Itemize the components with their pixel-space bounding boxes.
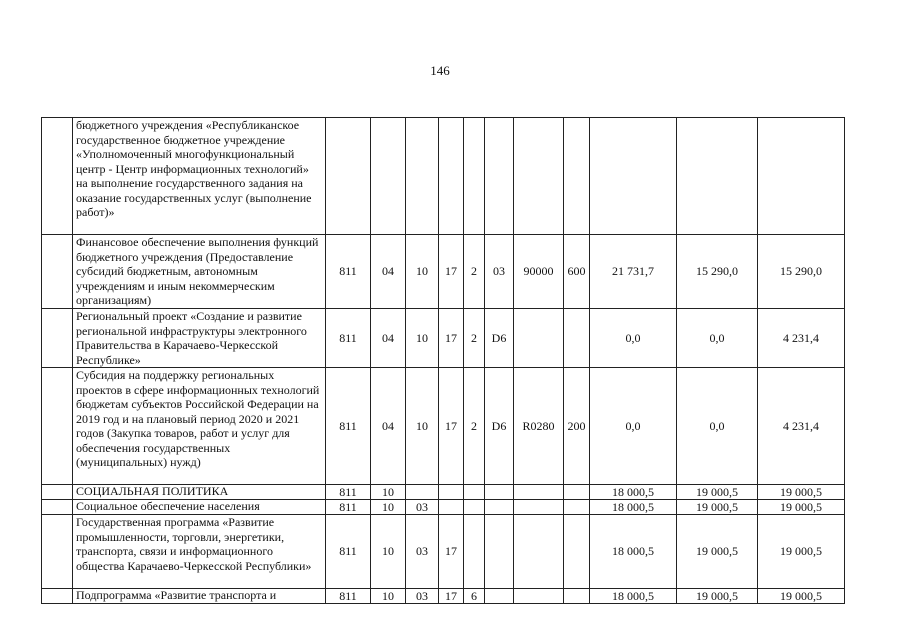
cell-pr: 10 (406, 309, 439, 368)
cell-ved: 811 (326, 235, 371, 309)
table-row (42, 309, 845, 368)
cell-cs3 (485, 515, 514, 589)
cell-cs1: 17 (439, 515, 464, 589)
row-index-cell (42, 309, 73, 368)
cell-cs2: 6 (464, 589, 485, 604)
cell-cs4 (514, 309, 564, 368)
cell-sum3 (758, 118, 845, 235)
cell-vr (564, 485, 590, 500)
table-row (42, 235, 845, 309)
cell-sum3: 4 231,4 (758, 309, 845, 368)
cell-cs3 (485, 589, 514, 604)
row-index-cell (42, 118, 73, 235)
cell-cs4 (514, 515, 564, 589)
cell-ved (326, 118, 371, 235)
cell-ved: 811 (326, 309, 371, 368)
cell-sum3: 19 000,5 (758, 589, 845, 604)
cell-ved: 811 (326, 368, 371, 485)
cell-sum3: 19 000,5 (758, 500, 845, 515)
cell-vr (564, 118, 590, 235)
cell-pr: 10 (406, 368, 439, 485)
cell-sum1: 18 000,5 (590, 589, 677, 604)
cell-rz: 04 (371, 235, 406, 309)
cell-cs2 (464, 500, 485, 515)
row-index-cell (42, 235, 73, 309)
cell-vr (564, 589, 590, 604)
cell-rz: 10 (371, 589, 406, 604)
cell-name: Подпрограмма «Развитие транспорта и (73, 589, 326, 604)
cell-cs3: D6 (485, 309, 514, 368)
cell-rz: 10 (371, 500, 406, 515)
cell-cs4 (514, 118, 564, 235)
cell-rz (371, 118, 406, 235)
cell-ved: 811 (326, 515, 371, 589)
row-index-cell (42, 368, 73, 485)
cell-rz: 04 (371, 368, 406, 485)
cell-sum2: 0,0 (677, 368, 758, 485)
cell-sum1: 0,0 (590, 309, 677, 368)
cell-vr: 200 (564, 368, 590, 485)
cell-cs1 (439, 500, 464, 515)
cell-sum3: 19 000,5 (758, 515, 845, 589)
cell-rz: 04 (371, 309, 406, 368)
cell-name: СОЦИАЛЬНАЯ ПОЛИТИКА (73, 485, 326, 500)
cell-cs1: 17 (439, 589, 464, 604)
page-number: 146 (430, 63, 450, 78)
cell-sum2: 0,0 (677, 309, 758, 368)
cell-vr (564, 515, 590, 589)
cell-sum3: 19 000,5 (758, 485, 845, 500)
cell-cs4: 90000 (514, 235, 564, 309)
cell-ved: 811 (326, 589, 371, 604)
cell-pr: 03 (406, 515, 439, 589)
cell-sum1: 18 000,5 (590, 500, 677, 515)
cell-cs1: 17 (439, 368, 464, 485)
cell-rz: 10 (371, 515, 406, 589)
cell-cs4: R0280 (514, 368, 564, 485)
cell-vr: 600 (564, 235, 590, 309)
cell-sum1: 0,0 (590, 368, 677, 485)
cell-cs3 (485, 485, 514, 500)
cell-name: Финансовое обеспечение выполнения функций бюджетного учреждения (Предоставление субсидий бюджетным, автономным учреждениям и иным некоммерческим организациям) (73, 235, 326, 309)
cell-cs2: 2 (464, 309, 485, 368)
cell-sum1: 18 000,5 (590, 485, 677, 500)
table-row (42, 368, 845, 485)
cell-cs2 (464, 515, 485, 589)
cell-name: Региональный проект «Создание и развитие региональной инфраструктуры электронного Правительства в Карачаево-Черкесской Республике» (73, 309, 326, 368)
cell-cs3: 03 (485, 235, 514, 309)
cell-cs1 (439, 485, 464, 500)
cell-rz: 10 (371, 485, 406, 500)
cell-sum1: 18 000,5 (590, 515, 677, 589)
cell-cs4 (514, 500, 564, 515)
cell-vr (564, 500, 590, 515)
cell-sum2: 19 000,5 (677, 485, 758, 500)
row-index-cell (42, 500, 73, 515)
cell-cs3: D6 (485, 368, 514, 485)
cell-cs4 (514, 589, 564, 604)
cell-cs2: 2 (464, 368, 485, 485)
cell-sum2 (677, 118, 758, 235)
table-row (42, 118, 845, 235)
cell-name: Государственная программа «Развитие промышленности, торговли, энергетики, транспорта, связи и информационного общества Карачаево-Черкесской Республики» (73, 515, 326, 589)
cell-cs1 (439, 118, 464, 235)
cell-pr: 10 (406, 235, 439, 309)
cell-sum3: 4 231,4 (758, 368, 845, 485)
table-row (42, 485, 845, 500)
cell-vr (564, 309, 590, 368)
cell-cs2 (464, 485, 485, 500)
cell-sum2: 19 000,5 (677, 589, 758, 604)
table-row (42, 515, 845, 589)
cell-pr: 03 (406, 500, 439, 515)
cell-cs3 (485, 500, 514, 515)
cell-cs2 (464, 118, 485, 235)
cell-sum2: 19 000,5 (677, 500, 758, 515)
row-index-cell (42, 515, 73, 589)
cell-sum1 (590, 118, 677, 235)
row-index-cell (42, 485, 73, 500)
cell-cs3 (485, 118, 514, 235)
cell-name: Социальное обеспечение населения (73, 500, 326, 515)
table-row (42, 500, 845, 515)
cell-cs4 (514, 485, 564, 500)
cell-pr (406, 118, 439, 235)
cell-cs1: 17 (439, 235, 464, 309)
budget-table (41, 117, 845, 604)
cell-sum2: 19 000,5 (677, 515, 758, 589)
cell-sum2: 15 290,0 (677, 235, 758, 309)
table-row (42, 589, 845, 604)
row-index-cell (42, 589, 73, 604)
cell-cs2: 2 (464, 235, 485, 309)
cell-pr (406, 485, 439, 500)
cell-pr: 03 (406, 589, 439, 604)
cell-sum3: 15 290,0 (758, 235, 845, 309)
cell-ved: 811 (326, 485, 371, 500)
cell-sum1: 21 731,7 (590, 235, 677, 309)
cell-cs1: 17 (439, 309, 464, 368)
cell-ved: 811 (326, 500, 371, 515)
cell-name: бюджетного учреждения «Республиканское государственное бюджетное учреждение «Уполномоченный многофункциональный центр - Центр информационных технологий» на выполнение государственного задания на оказание государственных услуг (выполнение работ)» (73, 118, 326, 235)
cell-name: Субсидия на поддержку региональных проектов в сфере информационных технологий бюджетам субъектов Российской Федерации на 2019 год и на плановый период 2020 и 2021 годов (Закупка товаров, работ и услуг для обеспечения государственных (муниципальных) нужд) (73, 368, 326, 485)
